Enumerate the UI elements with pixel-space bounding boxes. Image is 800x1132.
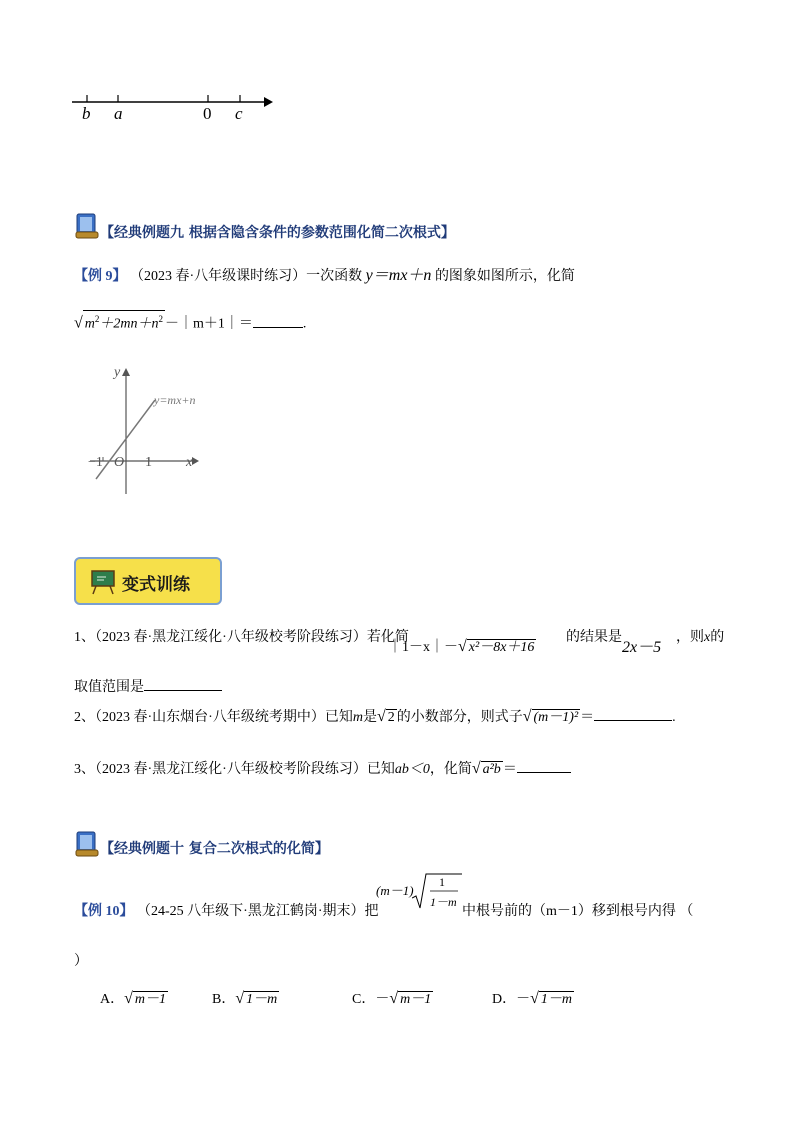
example-nine-text: （2023 春·八年级课时练习）一次函数 [130,269,363,284]
q3-radicand: a²b [482,762,501,777]
answer-blank-q3[interactable] [517,760,571,773]
q2-text: （2023 春·山东烟台·八年级统考期中）已知 [95,710,353,725]
q3-text: （2023 春·黑龙江绥化·八年级校考阶段练习）已知 [95,762,395,777]
example-ten-text-2: 中根号前的（m－1）移到根号内得 （ [462,904,694,919]
q2-mid-2: 的小数部分，则式子 [396,710,523,725]
q2-radicand-2: (m－1)² [533,710,579,725]
q1-expression: ｜1－x｜－√ x²－8x＋16 [388,638,535,655]
option-d-body: 1－m [540,992,573,1007]
option-d-letter: D． [492,992,517,1007]
number-line [68,90,278,130]
function-graph [80,362,210,502]
q1-result: 2x－5 [622,639,662,656]
option-a[interactable]: A．√ m－1 [100,990,167,1007]
option-a-body: m－1 [134,992,167,1007]
answer-blank-q1[interactable] [144,678,222,691]
frac-numerator: 1 [439,875,445,889]
answer-blank-9[interactable] [253,315,303,328]
option-b-body: 1－m [246,992,278,1007]
example-ten-intro [74,900,379,920]
book-icon [74,830,100,858]
example-nine-text-2: 的图象如图所示，化简 [434,269,575,284]
axis-label-a: a [114,104,123,123]
option-c-body: m－1 [400,992,432,1007]
expr-period: . [302,316,307,332]
expr-tail: －｜m＋1｜＝ [165,316,253,332]
q1-after-text: 的结果是 [566,630,622,645]
graph-origin-label: O [114,455,125,470]
q1-after-2 [676,626,724,646]
example-nine-equation: y＝mx＋n [365,267,432,284]
expr-mid: ＋2mn＋n [99,316,159,332]
frac-denominator: 1－m [430,895,457,909]
q2-mid: 是 [362,710,377,725]
example-ten-text: （24-25 八年级下·黑龙江鹤岗·期末）把 [137,904,379,919]
q1-range-text: 取值范围是 [74,680,144,695]
example-nine-expression: √ $m^2+2mn+n^2$ －｜m＋1｜＝ . [74,310,306,333]
example-ten-close: ） [74,954,88,969]
q1-then: ，则 [676,630,704,645]
q2-number: 2、 [74,710,95,725]
q2-var: m [352,710,363,725]
option-b[interactable]: B．√ 1－m [212,990,278,1007]
q1-after [566,626,622,646]
question-1 [74,626,409,646]
expr-m: m [84,316,95,332]
q1-var: x [704,630,711,645]
example-nine-line [74,262,575,285]
section-nine-title: 【经典例题九 根据含隐含条件的参数范围化简二次根式】 [100,225,455,241]
graph-x-label: x [186,455,193,470]
option-c-sign: － [375,992,390,1007]
example-nine-label: 【例 9】 [74,269,127,284]
variant-training-badge [74,557,222,605]
q3-eq: ＝ [502,762,517,777]
option-d-sign: － [516,992,531,1007]
example-ten-coef: (m－1) [376,883,414,898]
q2-end: . [672,710,676,725]
q1-line-2 [74,676,222,696]
q3-condition: ab＜0 [394,762,430,777]
question-2: 2、（2023 春·山东烟台·八年级统考期中）已知m是√ 2 的小数部分，则式子√ (m－1)² ＝ . [74,708,676,725]
q1-text: （2023 春·黑龙江绥化·八年级校考阶段练习）若化简 [95,630,409,645]
axis-label-b: b [82,104,91,123]
option-c[interactable]: C．－√ m－1 [352,990,432,1007]
option-a-letter: A． [100,992,125,1007]
blackboard-icon [90,569,116,595]
q3-number: 3、 [74,762,95,777]
graph-y-label: y [114,365,121,380]
option-b-letter: B． [212,992,236,1007]
q3-mid: ，化简 [429,762,472,777]
q1-abs: ｜1－x｜－ [388,640,458,655]
section-ten-title: 【经典例题十 复合二次根式的化简】 [100,841,329,857]
book-icon [74,212,100,240]
answer-blank-q2[interactable] [594,708,672,721]
option-c-letter: C． [352,992,376,1007]
q1-of: 的 [710,630,725,645]
graph-line-label: y=mx+n [154,393,196,407]
q2-eq: ＝ [580,710,595,725]
question-3: 3、（2023 春·黑龙江绥化·八年级校考阶段练习）已知ab＜0，化简√ a²b ＝ [74,758,571,778]
graph-neg-one-label: −1 [88,455,103,470]
axis-label-c: c [235,104,243,123]
q1-number: 1、 [74,630,95,645]
badge-label: 变式训练 [122,575,190,595]
axis-label-zero: 0 [203,104,212,123]
q1-radicand: x²－8x＋16 [468,640,535,655]
example-ten-label: 【例 10】 [74,904,134,919]
q2-radicand-1: 2 [387,710,395,725]
option-d[interactable]: D．－√ 1－m [492,990,573,1007]
graph-one-label: 1 [145,455,152,470]
